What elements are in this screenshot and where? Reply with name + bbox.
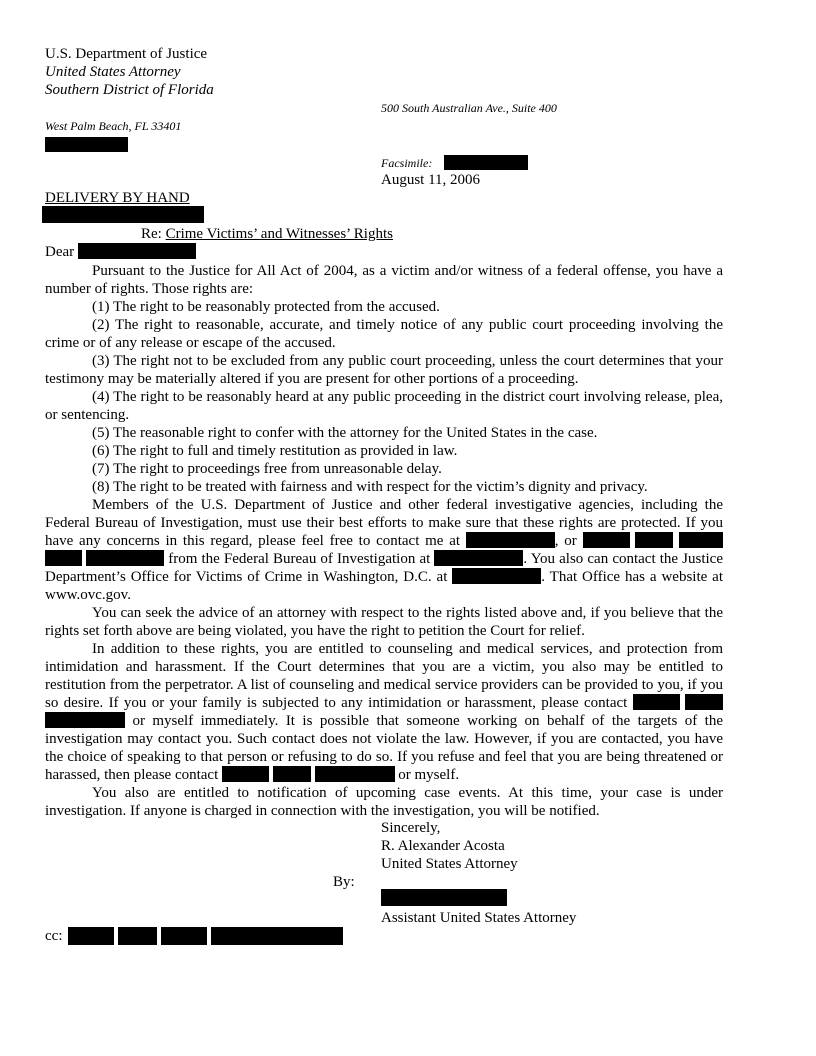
re-line	[141, 225, 393, 243]
salutation	[45, 243, 196, 261]
redaction-contact-2	[685, 694, 723, 710]
members-text-d: . You also can contact the Justice Department’s Office for Victims of Crime in Washington, D.C. at	[45, 551, 723, 585]
redaction-agent-1	[583, 532, 630, 548]
addition-paragraph	[45, 640, 723, 784]
office-name: United States Attorney	[45, 64, 181, 80]
redaction-agent-5	[86, 550, 164, 566]
addition-text-a: In addition to these rights, you are entitled to counseling and medical services, and protection from intimidation and harassment. If the Court determines that you are a victim, you also may be entitled to restitution from the perpetrator. A list of counseling and medical service providers can be provided to you, if you so desire. If you or your family is subjected to any intimidation or harassment, please contact	[45, 641, 723, 711]
facsimile-label: Facsimile:	[381, 156, 433, 170]
redaction-cc-4	[211, 927, 343, 945]
cc-label: cc:	[45, 928, 63, 944]
redaction-name	[78, 243, 196, 259]
addition-text-c: or myself.	[398, 767, 460, 783]
salutation-word: Dear	[45, 244, 75, 260]
members-text-b: , or	[554, 533, 577, 549]
redaction-recipient	[42, 206, 204, 223]
delivery-line: DELIVERY BY HAND	[45, 190, 190, 206]
right-1: (1) The right to be reasonably protected from the accused.	[92, 299, 440, 315]
redaction-ovc-phone	[452, 568, 541, 584]
right-6: (6) The right to full and timely restitution as provided in law.	[92, 443, 458, 459]
signer-name: R. Alexander Acosta	[381, 838, 505, 854]
redaction-phone-2	[466, 532, 555, 548]
right-2: (2) The right to reasonable, accurate, and timely notice of any public court proceeding involving the crime or of any release or escape of the accused.	[45, 317, 723, 351]
redaction-contact-6	[315, 766, 395, 782]
advice-paragraph: You can seek the advice of an attorney with respect to the rights listed above and, if you believe that the rights set forth above are being violated, you have the right to petition the Court for relief.	[45, 605, 723, 639]
right-8: (8) The right to be treated with fairness and with respect for the victim’s dignity and privacy.	[92, 479, 648, 495]
letter-body	[45, 262, 723, 820]
members-text-e: . That Office has a website at www.ovc.gov.	[45, 569, 723, 603]
members-text-a: Members of the U.S. Department of Justice and other federal investigative agencies, including the Federal Bureau of Investigation, must use their best efforts to make sure that these rights are protected. If you have any concerns in this regard, please feel free to contact me at	[45, 497, 723, 549]
redaction-agent-4	[45, 550, 82, 566]
signer-title: United States Attorney	[381, 856, 518, 872]
redaction-agent-3	[679, 532, 723, 548]
redaction-cc-2	[118, 927, 157, 945]
right-5: (5) The reasonable right to confer with the attorney for the United States in the case.	[92, 425, 598, 441]
redaction-contact-5	[273, 766, 311, 782]
city-line: West Palm Beach, FL 33401	[45, 119, 182, 133]
right-4: (4) The right to be reasonably heard at any public proceeding in the district court involving release, plea, or sentencing.	[45, 389, 723, 423]
letter-date: August 11, 2006	[381, 172, 481, 188]
members-text-c: from the Federal Bureau of Investigation at	[168, 551, 431, 567]
members-paragraph	[45, 496, 723, 604]
redaction-contact-4	[222, 766, 269, 782]
right-7: (7) The right to proceedings free from unreasonable delay.	[92, 461, 442, 477]
redaction-agent-2	[635, 532, 673, 548]
right-3: (3) The right not to be excluded from any public court proceeding, unless the court determines that your testimony may be materially altered if you are present for other portions of a proceeding.	[45, 353, 723, 387]
redaction-phone	[45, 137, 128, 152]
redaction-cc-3	[161, 927, 207, 945]
addition-text-b: or myself immediately. It is possible that someone working on behalf of the targets of the investigation may contact you. Such contact does not violate the law. However, if you are contacted, you have the choice of speaking to that person or refusing to do so. If you refuse and feel that you are being threatened or harassed, then please contact	[45, 713, 723, 783]
redaction-contact-1	[633, 694, 680, 710]
redaction-fax	[444, 155, 528, 170]
re-label: Re:	[141, 226, 162, 242]
intro-paragraph: Pursuant to the Justice for All Act of 2004, as a victim and/or witness of a federal offense, you have a number of rights. Those rights are:	[45, 263, 723, 297]
ausa-title: Assistant United States Attorney	[381, 910, 577, 926]
redaction-signature	[381, 889, 507, 906]
district-name: Southern District of Florida	[45, 82, 214, 98]
redaction-fbi-phone	[434, 550, 523, 566]
dept-name: U.S. Department of Justice	[45, 46, 208, 62]
redaction-contact-3	[45, 712, 125, 728]
re-subject: Crime Victims’ and Witnesses’ Rights	[165, 226, 393, 242]
notification-paragraph: You also are entitled to notification of upcoming case events. At this time, your case is under investigation. If anyone is charged in connection with the investigation, you will be notified.	[45, 785, 723, 819]
sincerely: Sincerely,	[381, 820, 441, 836]
redaction-cc-1	[68, 927, 114, 945]
address-right: 500 South Australian Ave., Suite 400	[381, 101, 557, 115]
by-label: By:	[333, 874, 355, 890]
